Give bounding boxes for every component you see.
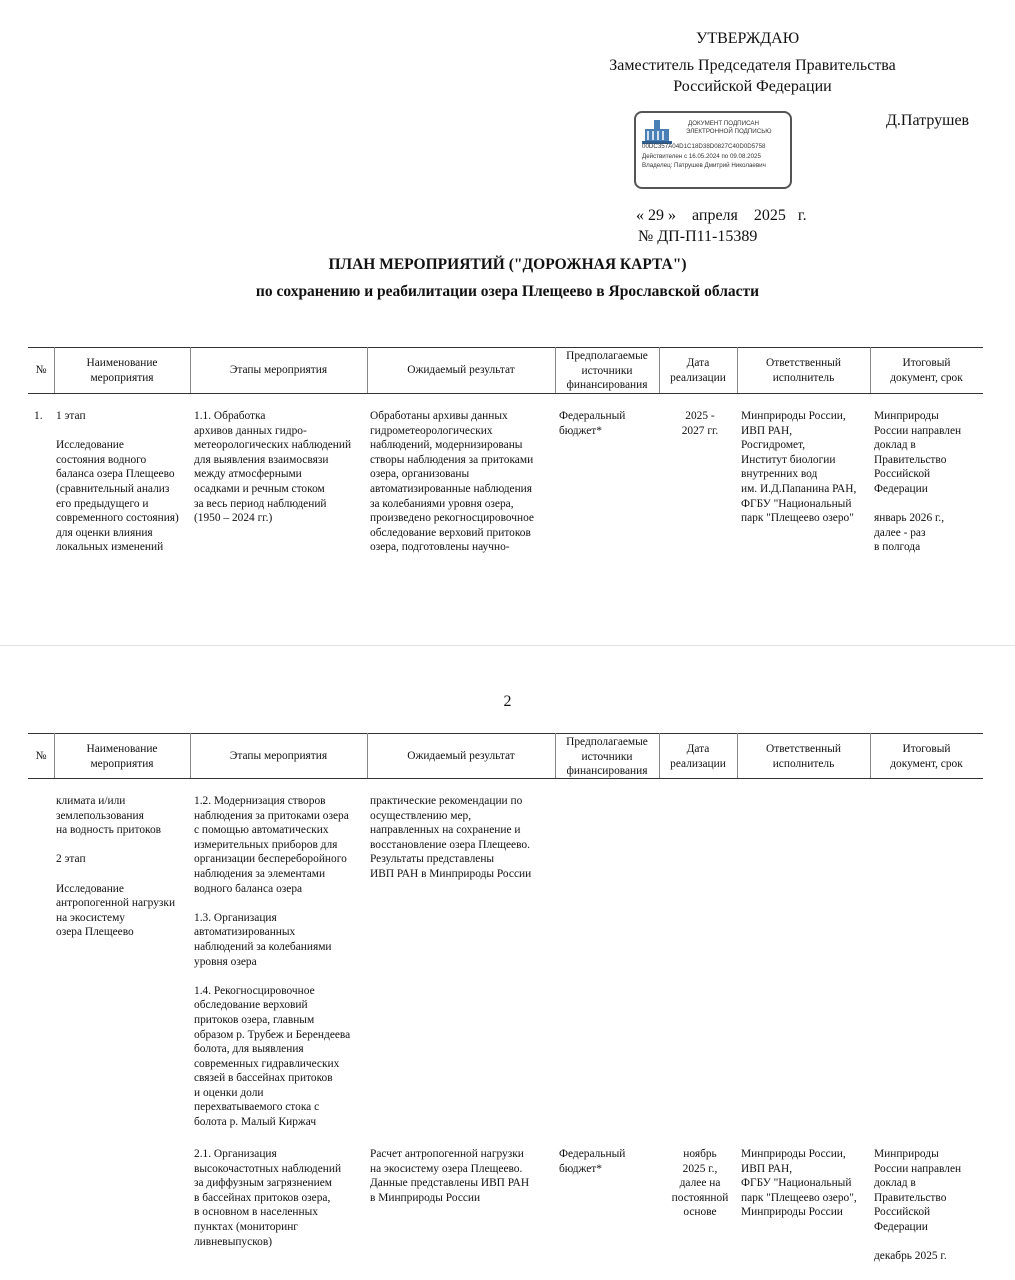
header-num: № (35, 750, 47, 762)
row-cont-result: практические рекомендации по осуществлению мер, направленных на сохранение и восстановление озера Плещеево. Результаты представлены ИВП РАН в Минприроды России (370, 795, 532, 880)
table-header-border (28, 393, 983, 394)
header-name: Наименование мероприятия (86, 743, 158, 770)
header-responsible: Ответственный исполнитель (765, 357, 842, 384)
row1-num: 1. (34, 410, 43, 422)
header-stages: Этапы мероприятия (229, 750, 328, 762)
row1-result: Обработаны архивы данных гидрометеорологических наблюдений, модернизированы створы наблюдения за притоками озера, организованы автоматизированные наблюдения за колебаниями уровня озера, произведено рекогносцировочное обследование верховий притоков озера, подготовлены научно- (370, 410, 534, 554)
header-funding: Предполагаемые источники финансирования (566, 350, 648, 392)
header-funding: Предполагаемые источники финансирования (566, 736, 648, 778)
approval-title: УТВЕРЖДАЮ (696, 30, 800, 47)
approval-position-line1: Заместитель Председателя Правительства (609, 57, 896, 74)
header-stages: Этапы мероприятия (229, 364, 328, 376)
row1-final-doc: Минприроды России направлен доклад в Правительство Российской Федерации январь 2026 г., далее - раз в полгода (874, 410, 962, 554)
approval-position (580, 55, 925, 97)
header-date: Дата реализации (670, 357, 726, 384)
header-responsible: Ответственный исполнитель (765, 743, 842, 770)
table-top-border (28, 733, 983, 734)
stamp-line1: ДОКУМЕНТ ПОДПИСАН (688, 120, 759, 127)
government-building-icon (642, 118, 672, 144)
header-date: Дата реализации (670, 743, 726, 770)
approval-position-line2: Российской Федерации (673, 78, 832, 95)
doc-title: ПЛАН МЕРОПРИЯТИЙ ("ДОРОЖНАЯ КАРТА") (328, 256, 687, 273)
row1-stages: 1.1. Обработка архивов данных гидро- метеорологических наблюдений для выявления взаимосвязи между атмосферными осадками и речным стоком за весь период наблюдений (1950 – 2024 гг.) (194, 410, 352, 525)
row2-result: Расчет антропогенной нагрузки на экосистему озера Плещеево. Данные представлены ИВП РАН в Минприроды России (370, 1148, 530, 1204)
header-final-doc: Итоговый документ, срок (890, 743, 963, 770)
stamp-valid: Действителен с 16.05.2024 по 09.08.2025 (642, 153, 761, 160)
page-number: 2 (503, 693, 512, 710)
electronic-signature-stamp (634, 111, 792, 189)
header-result: Ожидаемый результат (407, 750, 515, 762)
row1-name: 1 этап Исследование состояния водного баланса озера Плещеево (сравнительный анализ его предыдущего и современного состояния) для оценки влияния локальных изменений (56, 410, 179, 554)
row2-funding: Федеральный бюджет* (559, 1148, 626, 1175)
table-header-border (28, 778, 983, 779)
row2-responsible: Минприроды России, ИВП РАН, ФГБУ "Национальный парк "Плещеево озеро", Минприроды России (741, 1148, 857, 1219)
row1-responsible: Минприроды России, ИВП РАН, Росгидромет, Институт биологии внутренних вод им. И.Д.Папанина РАН, ФГБУ "Национальный парк "Плещеево озеро" (741, 410, 857, 525)
approval-signer: Д.Патрушев (886, 112, 970, 129)
header-num: № (35, 364, 47, 376)
header-result: Ожидаемый результат (407, 364, 515, 376)
row-cont-stages: 1.2. Модернизация створов наблюдения за притоками озера с помощью автоматических измерительных приборов для организации беспереборойного наблюдения за элементами водного баланса озера 1.3. Организация автоматизированных наблюдений за колебаниями уровня озера 1.4. Рекогносцировочное обследование верховий притоков озера, главным образом р. Трубеж и Берендеева болота, для выявления современных гидравлических связей в бассейнах притоков и оценки доли перехватываемого стока с болота р. Малый Киржач (194, 795, 351, 1129)
doc-subtitle: по сохранению и реабилитации озера Плещеево в Ярославской области (255, 283, 760, 300)
approval-number: № ДП-П11-15389 (638, 228, 758, 245)
row2-date: ноябрь 2025 г., далее на постоянной основе (671, 1148, 729, 1219)
page-break (0, 645, 1015, 646)
header-final-doc: Итоговый документ, срок (890, 357, 963, 384)
row1-funding: Федеральный бюджет* (559, 410, 626, 437)
stamp-cert: 00DC357A04D1C18D38D0827C40D0D5758 (642, 143, 766, 150)
row1-date: 2025 - 2027 гг. (681, 410, 719, 437)
row-cont-name: климата и/или землепользования на водность притоков 2 этап Исследование антропогенной нагрузки на экосистему озера Плещеево (56, 795, 176, 939)
row2-stages: 2.1. Организация высокочастотных наблюдений за диффузным загрязнением в бассейнах притоков озера, в основном в населенных пунктах (мониторинг ливневыпусков) (194, 1148, 342, 1248)
approval-date: « 29 » апреля 2025 г. (636, 207, 807, 224)
row2-final-doc: Минприроды России направлен доклад в Правительство Российской Федерации декабрь 2025 г. (874, 1148, 962, 1263)
table-top-border (28, 347, 983, 348)
header-name: Наименование мероприятия (86, 357, 158, 384)
stamp-line2: ЭЛЕКТРОННОЙ ПОДПИСЬЮ (686, 128, 772, 135)
stamp-owner: Владелец: Патрушев Дмитрий Николаевич (642, 162, 766, 169)
